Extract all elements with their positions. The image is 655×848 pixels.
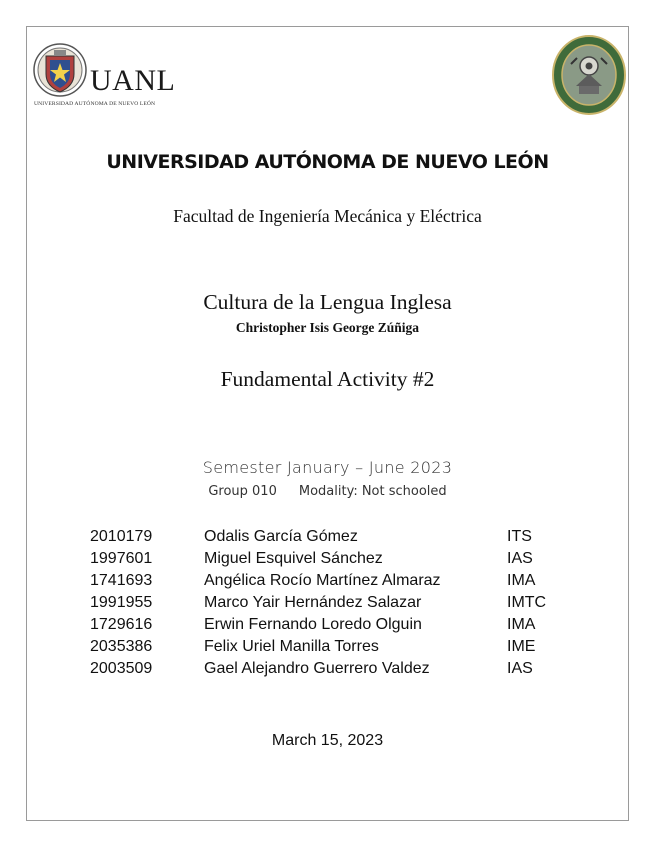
- student-id: 1991955: [90, 594, 153, 611]
- student-career: IMA: [507, 572, 536, 589]
- uanl-shield-icon: [32, 42, 88, 100]
- student-name: Angélica Rocío Martínez Almaraz: [204, 572, 441, 589]
- student-career: IAS: [507, 550, 533, 567]
- group-label: Group 010: [208, 484, 277, 499]
- student-name: Miguel Esquivel Sánchez: [204, 550, 383, 567]
- semester-label: Semester January – June 2023: [202, 458, 453, 477]
- group-line: [0, 484, 655, 499]
- modality-label: Modality: Not schooled: [298, 484, 447, 499]
- student-id: 1997601: [90, 550, 153, 567]
- student-career: ITS: [507, 528, 532, 545]
- course-name: Cultura de la Lengua Inglesa: [203, 290, 452, 314]
- student-career: IAS: [507, 660, 533, 677]
- uanl-logo: [32, 42, 192, 114]
- student-id: 2003509: [90, 660, 153, 677]
- uanl-wordmark: UANL: [90, 64, 176, 97]
- teacher-name: Christopher Isis George Zúñiga: [235, 320, 420, 335]
- student-name: Felix Uriel Manilla Torres: [204, 638, 379, 655]
- document-date: March 15, 2023: [271, 732, 384, 749]
- student-career: IME: [507, 638, 536, 655]
- student-id: 2010179: [90, 528, 153, 545]
- fime-seal-icon: [551, 34, 627, 116]
- student-name: Erwin Fernando Loredo Olguin: [204, 616, 422, 633]
- uanl-subtitle: UNIVERSIDAD AUTÓNOMA DE NUEVO LEÓN: [34, 101, 156, 107]
- student-name: Gael Alejandro Guerrero Valdez: [204, 660, 430, 677]
- activity-title: Fundamental Activity #2: [220, 367, 435, 391]
- student-id: 1741693: [90, 572, 153, 589]
- document-page: [26, 26, 629, 821]
- student-name: Marco Yair Hernández Salazar: [204, 594, 422, 611]
- university-name: UNIVERSIDAD AUTÓNOMA DE NUEVO LEÓN: [106, 151, 549, 173]
- faculty-name: Facultad de Ingeniería Mecánica y Eléctrica: [173, 206, 482, 226]
- student-career: IMA: [507, 616, 536, 633]
- student-career: IMTC: [507, 594, 547, 611]
- student-name: Odalis García Gómez: [204, 528, 358, 545]
- student-id: 2035386: [90, 638, 153, 655]
- student-id: 1729616: [90, 616, 153, 633]
